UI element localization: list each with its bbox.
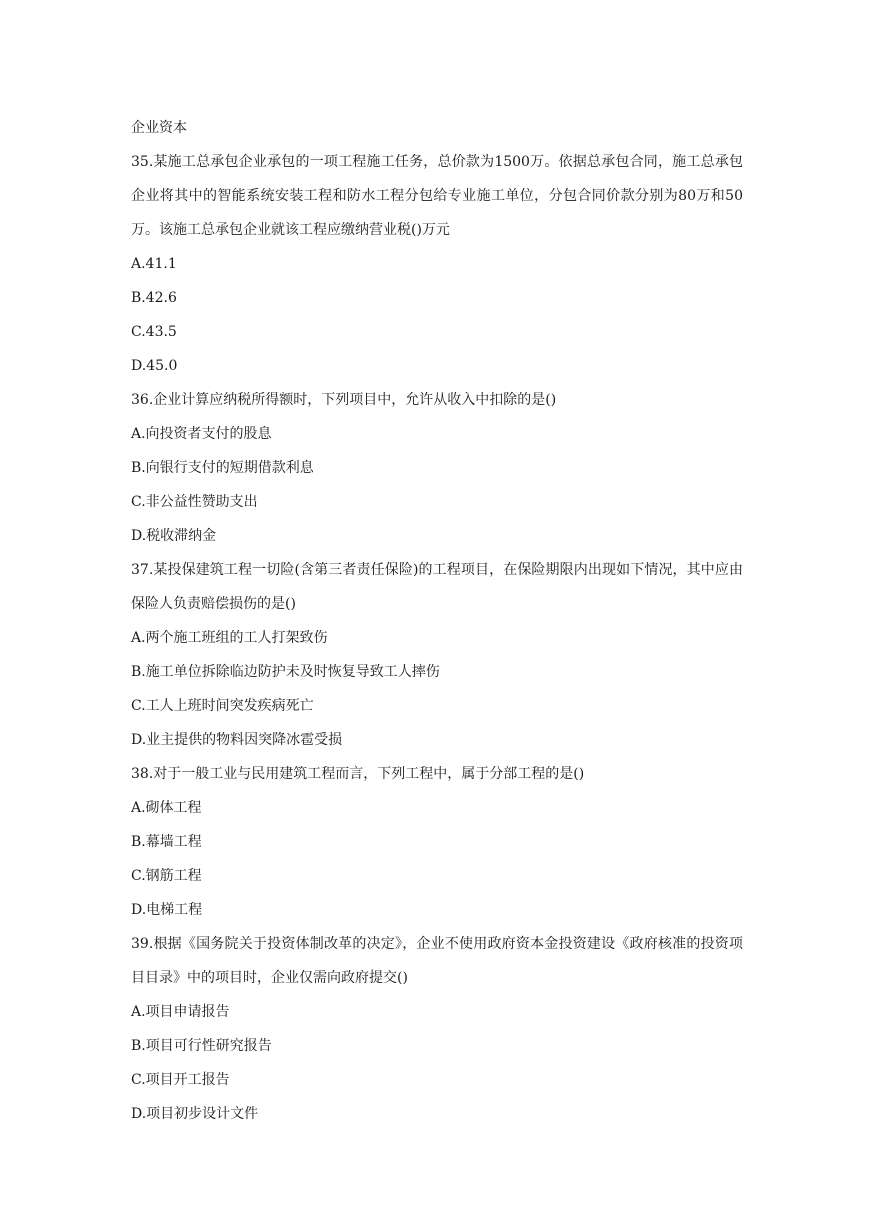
question-39 [131,927,743,1131]
question-stem: 35.某施工总承包企业承包的一项工程施工任务，总价款为1500万。依据总承包合同，施工总承包企业将其中的智能系统安装工程和防水工程分包给专业施工单位，分包合同价款分别为80万和50万。该施工总承包企业就该工程应缴纳营业税()万元 [131,154,743,238]
question-36 [131,383,743,553]
option-c: C.非公益性赞助支出 [131,494,258,510]
question-stem: 36.企业计算应纳税所得额时，下列项目中，允许从收入中扣除的是() [131,392,557,408]
option-d: D.项目初步设计文件 [131,1106,259,1122]
question-35 [131,145,743,383]
question-stem: 37.某投保建筑工程一切险(含第三者责任保险)的工程项目，在保险期限内出现如下情况，其中应由保险人负责赔偿损伤的是() [131,562,743,612]
question-37 [131,553,743,757]
option-a: A.砌体工程 [131,800,202,816]
option-b: B.幕墙工程 [131,834,202,850]
question-stem: 39.根据《国务院关于投资体制改革的决定》，企业不使用政府资本金投资建设《政府核准的投资项目目录》中的项目时，企业仅需向政府提交() [131,936,743,986]
option-a: A.两个施工班组的工人打架致伤 [131,630,328,646]
option-b: B.项目可行性研究报告 [131,1038,272,1054]
option-b: B.施工单位拆除临边防护未及时恢复导致工人摔伤 [131,664,440,680]
header-line: 企业资本 [131,120,187,136]
question-38 [131,757,743,927]
option-b: B.42.6 [131,290,177,306]
question-stem: 38.对于一般工业与民用建筑工程而言，下列工程中，属于分部工程的是() [131,766,585,782]
option-c: C.项目开工报告 [131,1072,230,1088]
option-d: D.税收滞纳金 [131,528,217,544]
option-a: A.41.1 [131,256,177,272]
option-c: C.钢筋工程 [131,868,202,884]
option-c: C.43.5 [131,324,177,340]
document-body [131,111,743,1131]
option-d: D.业主提供的物料因突降冰雹受损 [131,732,343,748]
option-b: B.向银行支付的短期借款利息 [131,460,314,476]
option-d: D.45.0 [131,358,178,374]
option-a: A.向投资者支付的股息 [131,426,272,442]
option-a: A.项目申请报告 [131,1004,230,1020]
option-d: D.电梯工程 [131,902,203,918]
option-c: C.工人上班时间突发疾病死亡 [131,698,314,714]
